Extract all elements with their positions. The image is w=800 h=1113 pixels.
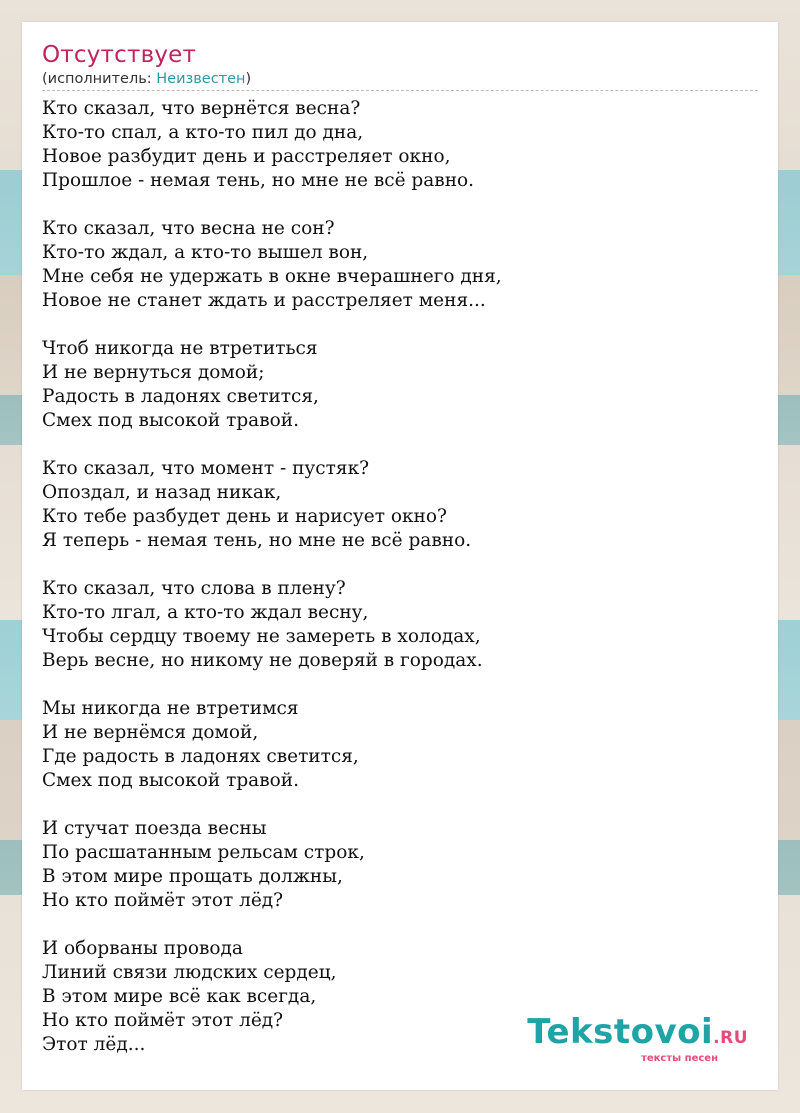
lyric-line: В этом мире прощать должны, [42, 866, 343, 887]
lyric-line: И не вернуться домой; [42, 362, 265, 383]
logo-domain: .RU [713, 1028, 748, 1048]
lyric-line: По расшатанным рельсам строк, [42, 842, 365, 863]
artist-prefix: (исполнитель: [42, 71, 157, 87]
lyric-line: Кто-то лгал, а кто-то ждал весну, [42, 602, 369, 623]
stanza [42, 457, 758, 553]
lyrics-text [42, 97, 758, 1081]
stanza [42, 337, 758, 433]
lyric-line: Кто-то ждал, а кто-то вышел вон, [42, 242, 369, 263]
logo-tagline: тексты песен [641, 1053, 718, 1064]
lyric-line: В этом мире всё как всегда, [42, 986, 317, 1007]
lyric-line: И оборваны провода [42, 938, 243, 959]
lyric-line: Чтобы сердцу твоему не замереть в холодах, [42, 626, 481, 647]
lyric-line: Где радость в ладонях светится, [42, 746, 359, 767]
logo-wordmark [527, 1012, 748, 1055]
lyric-line: Кто сказал, что весна не сон? [42, 218, 335, 239]
lyric-line: И стучат поезда весны [42, 818, 267, 839]
stanza [42, 697, 758, 793]
lyric-line: Чтоб никогда не втретиться [42, 338, 318, 359]
lyric-line: Я теперь - немая тень, но мне не всё равно. [42, 530, 472, 551]
lyric-line: Кто-то спал, а кто-то пил до дна, [42, 122, 364, 143]
lyric-line: Верь весне, но никому не доверяй в городах. [42, 650, 483, 671]
lyric-line: Кто сказал, что слова в плену? [42, 578, 346, 599]
lyric-line: Но кто поймёт этот лёд? [42, 890, 284, 911]
lyric-line: И не вернёмся домой, [42, 722, 259, 743]
stanza [42, 217, 758, 313]
lyric-line: Кто тебе разбудет день и нарисует окно? [42, 506, 447, 527]
lyric-line: Новое разбудит день и расстреляет окно, [42, 146, 451, 167]
site-logo[interactable] [527, 1012, 748, 1064]
lyric-line: Опоздал, и назад никак, [42, 482, 282, 503]
lyric-line: Кто сказал, что момент - пустяк? [42, 458, 370, 479]
artist-link[interactable]: Неизвестен [156, 71, 246, 87]
artist-suffix: ) [245, 71, 252, 87]
lyric-line: Радость в ладонях светится, [42, 386, 319, 407]
lyric-line: Смех под высокой травой. [42, 410, 299, 431]
lyric-line: Смех под высокой травой. [42, 770, 299, 791]
lyric-line: Кто сказал, что вернётся весна? [42, 98, 361, 119]
lyric-line: Новое не станет ждать и расстреляет меня... [42, 290, 486, 311]
logo-main-text: Tekstovoi [527, 1012, 714, 1052]
stanza [42, 577, 758, 673]
lyric-line: Этот лёд... [42, 1034, 146, 1055]
lyric-line: Мне себя не удержать в окне вчерашнего дня, [42, 266, 502, 287]
title-divider [42, 90, 758, 91]
lyric-line: Но кто поймёт этот лёд? [42, 1010, 284, 1031]
artist-line [42, 71, 251, 87]
song-title: Отсутствует [42, 42, 197, 68]
lyrics-card [22, 22, 778, 1090]
lyric-line: Мы никогда не втретимся [42, 698, 299, 719]
lyric-line: Прошлое - немая тень, но мне не всё равно. [42, 170, 475, 191]
lyric-line: Линий связи людских сердец, [42, 962, 337, 983]
stanza [42, 97, 758, 193]
stanza [42, 817, 758, 913]
